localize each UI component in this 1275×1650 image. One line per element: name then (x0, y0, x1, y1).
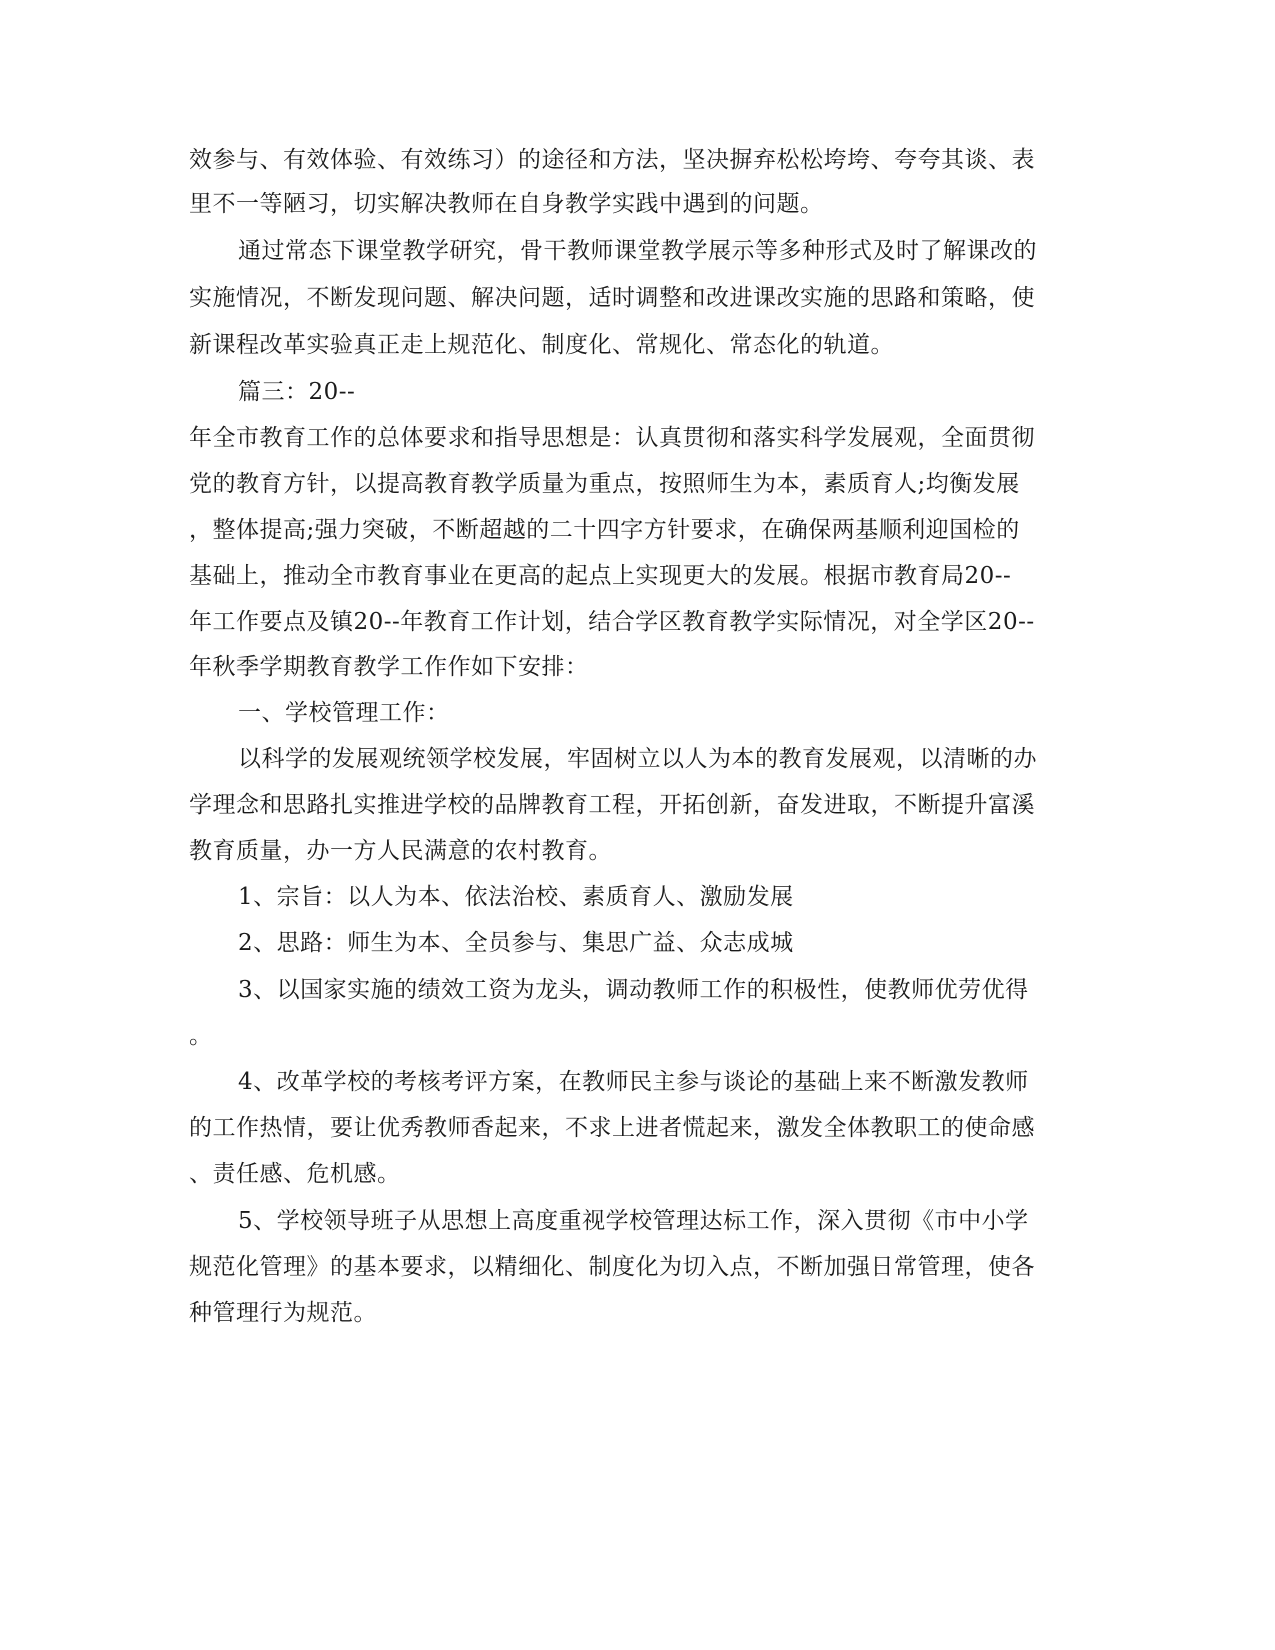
section-heading: 篇三：20-- (238, 379, 356, 405)
text-line: 通过常态下课堂教学研究，骨干教师课堂教学展示等多种形式及时了解课改的 (238, 238, 1037, 264)
text-line: 年工作要点及镇20--年教育工作计划，结合学区教育教学实际情况，对全学区20-- (189, 609, 1035, 635)
text-line: 效参与、有效体验、有效练习）的途径和方法，坚决摒弃松松垮垮、夸夸其谈、表 (189, 147, 1035, 173)
text-line: 党的教育方针，以提高教育教学质量为重点，按照师生为本，素质育人;均衡发展 (189, 471, 1020, 497)
list-item: 2、思路：师生为本、全员参与、集思广益、众志成城 (238, 930, 794, 956)
text-line: 规范化管理》的基本要求，以精细化、制度化为切入点，不断加强日常管理，使各 (189, 1254, 1035, 1280)
text-line: 新课程改革实验真正走上规范化、制度化、常规化、常态化的轨道。 (189, 332, 894, 358)
text-line: 种管理行为规范。 (189, 1300, 377, 1326)
text-line: 、责任感、危机感。 (189, 1161, 401, 1187)
list-item: 4、改革学校的考核考评方案，在教师民主参与谈论的基础上来不断激发教师 (238, 1069, 1029, 1095)
text-line: 的工作热情，要让优秀教师香起来，不求上进者慌起来，激发全体教职工的使命感 (189, 1115, 1035, 1141)
subsection-heading: 一、学校管理工作： (238, 700, 450, 726)
text-line: 实施情况，不断发现问题、解决问题，适时调整和改进课改实施的思路和策略，使 (189, 285, 1035, 311)
text-line: 年全市教育工作的总体要求和指导思想是：认真贯彻和落实科学发展观，全面贯彻 (189, 425, 1035, 451)
list-item: 3、以国家实施的绩效工资为龙头，调动教师工作的积极性，使教师优劳优得 (238, 977, 1029, 1003)
text-line: 以科学的发展观统领学校发展，牢固树立以人为本的教育发展观，以清晰的办 (238, 746, 1037, 772)
list-item: 5、学校领导班子从思想上高度重视学校管理达标工作，深入贯彻《市中小学 (238, 1208, 1029, 1234)
text-line: 基础上，推动全市教育事业在更高的起点上实现更大的发展。根据市教育局20-- (189, 563, 1012, 589)
text-line: 里不一等陋习，切实解决教师在自身教学实践中遇到的问题。 (189, 191, 824, 217)
text-line: 。 (189, 1023, 213, 1049)
text-line: 学理念和思路扎实推进学校的品牌教育工程，开拓创新，奋发进取，不断提升富溪 (189, 792, 1035, 818)
list-item: 1、宗旨：以人为本、依法治校、素质育人、激励发展 (238, 884, 794, 910)
text-line: 教育质量，办一方人民满意的农村教育。 (189, 838, 612, 864)
text-line: ，整体提高;强力突破，不断超越的二十四字方针要求，在确保两基顺利迎国检的 (189, 517, 1020, 543)
text-line: 年秋季学期教育教学工作作如下安排： (189, 654, 589, 680)
